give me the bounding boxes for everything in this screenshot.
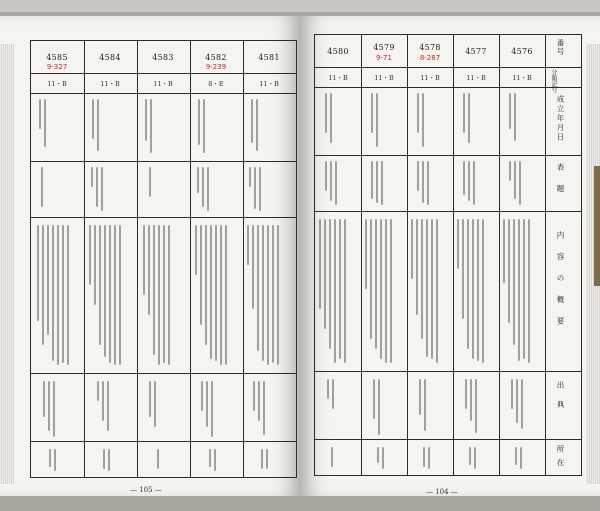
date-text xyxy=(417,93,424,147)
date-text xyxy=(145,99,152,155)
header-number: 番号 xyxy=(556,39,565,56)
handwritten-annotation: 9-71 xyxy=(376,54,392,62)
location-text xyxy=(469,447,476,469)
source-text xyxy=(43,381,55,437)
source-text xyxy=(97,381,109,431)
source-text xyxy=(253,381,265,435)
entry-number: 4584 xyxy=(99,53,121,62)
location-text xyxy=(49,449,56,471)
date-text xyxy=(92,99,99,155)
summary-text xyxy=(365,219,392,363)
right-page xyxy=(300,16,600,496)
title-text xyxy=(149,167,151,197)
header-code: 分類記号 xyxy=(550,69,557,93)
left-page xyxy=(0,16,301,496)
title-text xyxy=(463,161,475,205)
handwritten-annotation: 8-287 xyxy=(419,54,441,62)
header-content: 内容の概要 xyxy=(556,231,565,339)
location-text xyxy=(377,447,384,469)
date-text xyxy=(325,93,332,143)
entry-number: 4581 xyxy=(258,53,280,62)
source-text xyxy=(373,379,380,435)
source-text xyxy=(419,379,426,431)
date-text xyxy=(463,93,470,143)
source-text xyxy=(511,379,523,429)
handwritten-annotation: 9-327 xyxy=(46,63,68,71)
location-text xyxy=(515,447,522,469)
location-text xyxy=(103,449,110,471)
summary-text xyxy=(195,225,227,365)
header-location: 所在 xyxy=(556,445,565,472)
title-text xyxy=(197,167,209,211)
summary-text xyxy=(37,225,69,365)
entry-number: 4578 xyxy=(419,43,441,52)
header-source: 出典 xyxy=(556,381,565,420)
location-text xyxy=(209,449,216,471)
date-text xyxy=(251,99,258,155)
source-text xyxy=(327,379,334,409)
source-text xyxy=(149,381,156,427)
entry-number: 4585 xyxy=(46,53,68,62)
summary-text xyxy=(411,219,438,363)
classification-code: 11・B xyxy=(47,80,67,88)
location-text xyxy=(331,447,333,467)
summary-text xyxy=(247,225,279,365)
title-text xyxy=(417,161,429,205)
right-catalog-table xyxy=(314,34,582,476)
title-text xyxy=(249,167,261,211)
summary-text xyxy=(457,219,484,363)
title-text xyxy=(371,161,383,205)
classification-code: 11・B xyxy=(512,74,532,82)
date-text xyxy=(371,93,378,147)
location-text xyxy=(423,447,430,469)
entry-number: 4579 xyxy=(373,43,395,52)
entry-number: 4583 xyxy=(152,53,174,62)
handwritten-annotation: 9-239 xyxy=(205,63,227,71)
classification-code: 8・E xyxy=(208,80,224,88)
header-title: 表題 xyxy=(556,163,565,206)
left-catalog-table xyxy=(30,40,297,478)
summary-text xyxy=(143,225,170,365)
location-text xyxy=(157,449,159,469)
title-text xyxy=(509,161,521,205)
summary-text xyxy=(503,219,530,363)
title-text xyxy=(91,167,103,211)
page-number: — 104 — xyxy=(426,488,458,496)
title-text xyxy=(325,161,337,205)
entry-number: 4580 xyxy=(327,47,349,56)
classification-code: 11・B xyxy=(374,74,394,82)
classification-code: 11・B xyxy=(420,74,440,82)
date-text xyxy=(509,93,516,141)
header-date: 成立年月日 xyxy=(556,95,565,143)
classification-code: 11・B xyxy=(153,80,173,88)
classification-code: 11・B xyxy=(328,74,348,82)
page-number: — 105 — xyxy=(130,486,162,494)
summary-text xyxy=(89,225,121,365)
entry-number: 4582 xyxy=(205,53,227,62)
date-text xyxy=(198,99,205,155)
location-text xyxy=(261,449,268,469)
source-text xyxy=(201,381,213,437)
left-page-edges xyxy=(0,44,14,484)
classification-code: 11・B xyxy=(100,80,120,88)
classification-code: 11・B xyxy=(259,80,279,88)
entry-number: 4576 xyxy=(511,47,533,56)
bookmark-ribbon xyxy=(594,166,600,286)
summary-text xyxy=(319,219,346,363)
source-text xyxy=(465,379,477,433)
title-text xyxy=(41,167,43,207)
entry-number: 4577 xyxy=(465,47,487,56)
classification-code: 11・B xyxy=(466,74,486,82)
date-text xyxy=(39,99,46,155)
